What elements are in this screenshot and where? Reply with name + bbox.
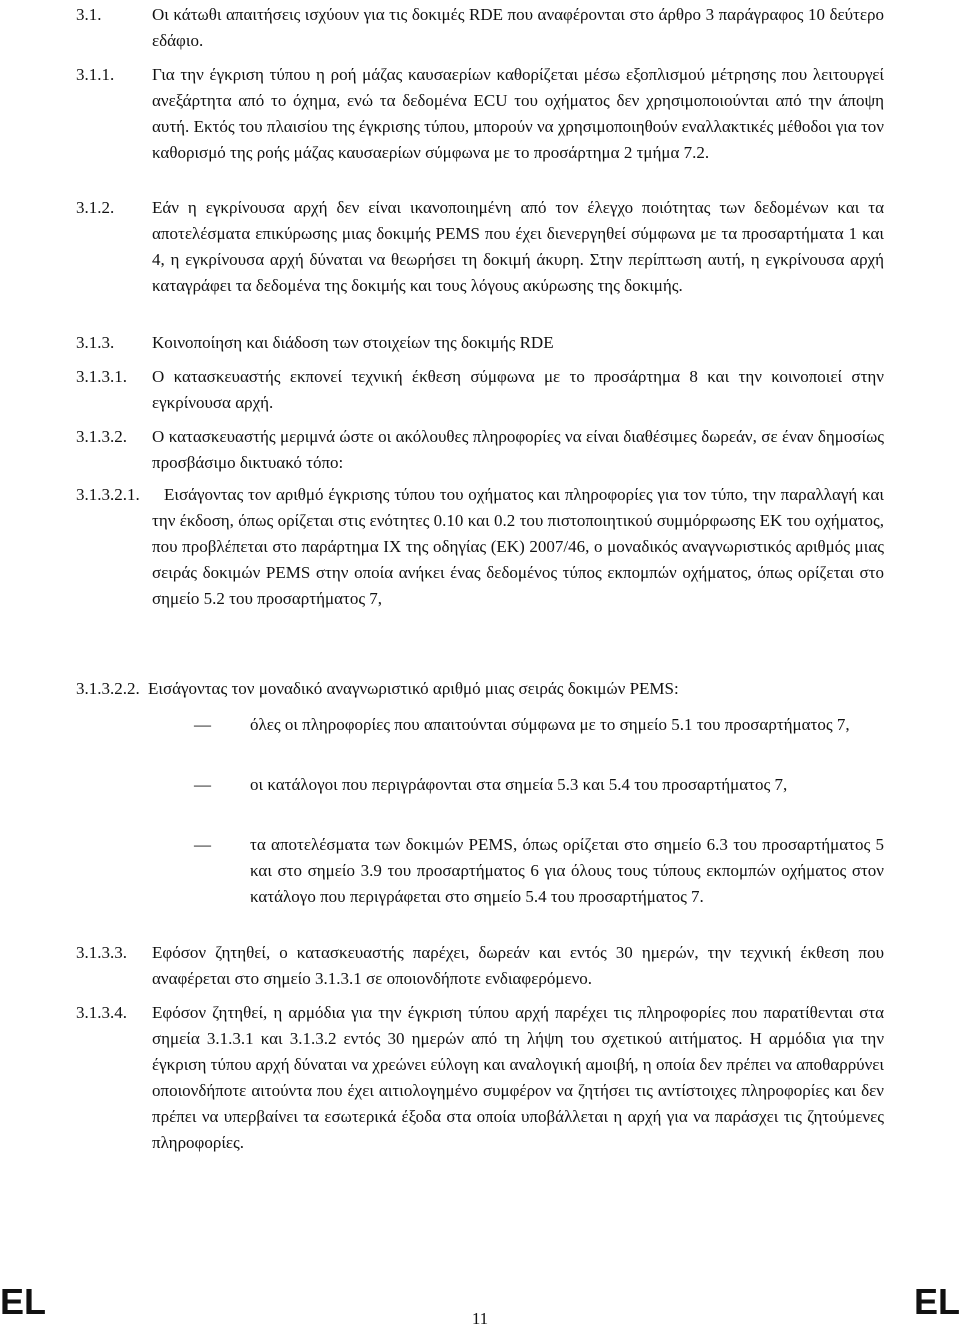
paragraph-text: Κοινοποίηση και διάδοση των στοιχείων της δοκιμής RDE bbox=[152, 333, 554, 352]
paragraph-number: 3.1.3.1. bbox=[76, 367, 127, 386]
paragraph-number: 3.1.3.3. bbox=[76, 943, 127, 962]
paragraph-number: 3.1.3.2.2. bbox=[76, 679, 140, 698]
paragraph-text: Ο κατασκευαστής μεριμνά ώστε οι ακόλουθες πληροφορίες να είναι διαθέσιμες δωρεάν, σε έναν δημοσίως προσβάσιμο δικτυακό τόπο: bbox=[152, 427, 884, 472]
paragraph-3-1 bbox=[76, 2, 884, 54]
bullet-dash: — bbox=[194, 775, 211, 794]
page-number: 11 bbox=[471, 1309, 489, 1328]
paragraph-text: Εισάγοντας τον μοναδικό αναγνωριστικό αριθμό μιας σειράς δοκιμών PEMS: bbox=[148, 679, 679, 698]
paragraph-3-1-1 bbox=[76, 62, 884, 166]
bullet-dash: — bbox=[194, 835, 211, 854]
paragraph-number: 3.1.3. bbox=[76, 333, 115, 352]
bullet-dash: — bbox=[194, 715, 211, 734]
paragraph-number: 3.1.3.2.1. bbox=[76, 485, 140, 504]
paragraph-3-1-3-2-1 bbox=[76, 482, 884, 612]
bullet-text: όλες οι πληροφορίες που απαιτούνται σύμφωνα με το σημείο 5.1 του προσαρτήματος 7, bbox=[250, 715, 850, 734]
paragraph-text: Ο κατασκευαστής εκπονεί τεχνική έκθεση σύμφωνα με το προσάρτημα 8 και την κοινοποιεί στην εγκρίνουσα αρχή. bbox=[152, 367, 884, 412]
paragraph-text: Για την έγκριση τύπου η ροή μάζας καυσαερίων καθορίζεται μέσω εξοπλισμού μέτρησης που λειτουργεί ανεξάρτητα από το όχημα, ενώ τα δεδομένα ECU του οχήματος δεν χρησιμοποιούνται από την άποψη αυτή. Εκτός του πλαισίου της έγκρισης τύπου, μπορούν να χρησιμοποιηθούν εναλλακτικές μέθοδοι για τον καθορισμό της ροής μάζας καυσαερίων σύμφωνα με το προσάρτημα 2 τμήμα 7.2. bbox=[152, 65, 884, 162]
footer-language-right: EL bbox=[913, 1281, 960, 1322]
paragraph-number: 3.1.3.2. bbox=[76, 427, 127, 446]
paragraph-number: 3.1.3.4. bbox=[76, 1003, 127, 1022]
bullet-text: τα αποτελέσματα των δοκιμών PEMS, όπως ορίζεται στο σημείο 6.3 του προσαρτήματος 5 και στο σημείο 3.9 του προσαρτήματος 6 για όλους τους τύπους εκπομπών οχήματος στον κατάλογο που περιγράφεται στο σημείο 5.4 του προσαρτήματος 7. bbox=[250, 835, 884, 906]
paragraph-text: Εάν η εγκρίνουσα αρχή δεν είναι ικανοποιημένη από τον έλεγχο ποιότητας των δεδομένων και τα αποτελέσματα επικύρωσης μιας δοκιμής PEMS που έχει διενεργηθεί σύμφωνα με τα προσαρτήματα 1 και 4, η εγκρίνουσα αρχή δύναται να θεωρήσει τη δοκιμή άκυρη. Στην περίπτωση αυτή, η εγκρίνουσα αρχή καταγράφει τα δεδομένα της δοκιμής και τους λόγους ακύρωσης της δοκιμής. bbox=[152, 198, 884, 295]
paragraph-3-1-3 bbox=[76, 330, 884, 356]
bullet-text: οι κατάλογοι που περιγράφονται στα σημεία 5.3 και 5.4 του προσαρτήματος 7, bbox=[250, 775, 788, 794]
paragraph-number: 3.1.2. bbox=[76, 198, 115, 217]
bullet-item bbox=[194, 772, 884, 798]
paragraph-3-1-2 bbox=[76, 195, 884, 299]
paragraph-text: Οι κάτωθι απαιτήσεις ισχύουν για τις δοκιμές RDE που αναφέρονται στο άρθρο 3 παράγραφος 10 δεύτερο εδάφιο. bbox=[152, 5, 884, 50]
paragraph-3-1-3-3 bbox=[76, 940, 884, 992]
paragraph-3-1-3-4 bbox=[76, 1000, 884, 1156]
footer-language-left: EL bbox=[0, 1281, 47, 1322]
bullet-item bbox=[194, 832, 884, 910]
paragraph-text: Εφόσον ζητηθεί, η αρμόδια για την έγκριση τύπου αρχή παρέχει τις πληροφορίες που παρατίθενται στα σημεία 3.1.3.1 και 3.1.3.2 εντός 30 ημερών από τη λήψη του σχετικού αιτήματος. Η αρμόδια για την έγκριση τύπου αρχή δύναται να χρεώνει εύλογη και αναλογική αμοιβή, η οποία δεν πρέπει να αποθαρρύνει οποιονδήποτε αιτούντα που έχει αιτιολογημένο συμφέρον να ζητήσει τις αντίστοιχες πληροφορίες και δεν πρέπει να υπερβαίνει τα εσωτερικά έξοδα στα οποία υποβάλλεται η αρχή για να παράσχει τις ζητούμενες πληροφορίες. bbox=[152, 1003, 884, 1152]
paragraph-3-1-3-1 bbox=[76, 364, 884, 416]
paragraph-number: 3.1. bbox=[76, 5, 102, 24]
paragraph-3-1-3-2-2 bbox=[76, 676, 884, 702]
paragraph-text: Εισάγοντας τον αριθμό έγκρισης τύπου του οχήματος και πληροφορίες για τον τύπο, την παραλλαγή και την έκδοση, όπως ορίζεται στις ενότητες 0.10 και 0.2 του πιστοποιητικού συμμόρφωσης ΕΚ του οχήματος, που προβλέπεται στο παράρτημα IX της οδηγίας (ΕΚ) 2007/46, ο μοναδικός αναγνωριστικός αριθμός μιας σειράς δοκιμών PEMS στην οποία ανήκει ένας δεδομένος τύπος εκπομπών οχήματος, όπως ορίζεται στο σημείο 5.2 του προσαρτήματος 7, bbox=[152, 485, 884, 608]
bullet-item bbox=[194, 712, 884, 738]
paragraph-3-1-3-2 bbox=[76, 424, 884, 476]
paragraph-text: Εφόσον ζητηθεί, ο κατασκευαστής παρέχει, δωρεάν και εντός 30 ημερών, την τεχνική έκθεση που αναφέρεται στο σημείο 3.1.3.1 σε οποιονδήποτε ενδιαφερόμενο. bbox=[152, 943, 884, 988]
paragraph-number: 3.1.1. bbox=[76, 65, 115, 84]
